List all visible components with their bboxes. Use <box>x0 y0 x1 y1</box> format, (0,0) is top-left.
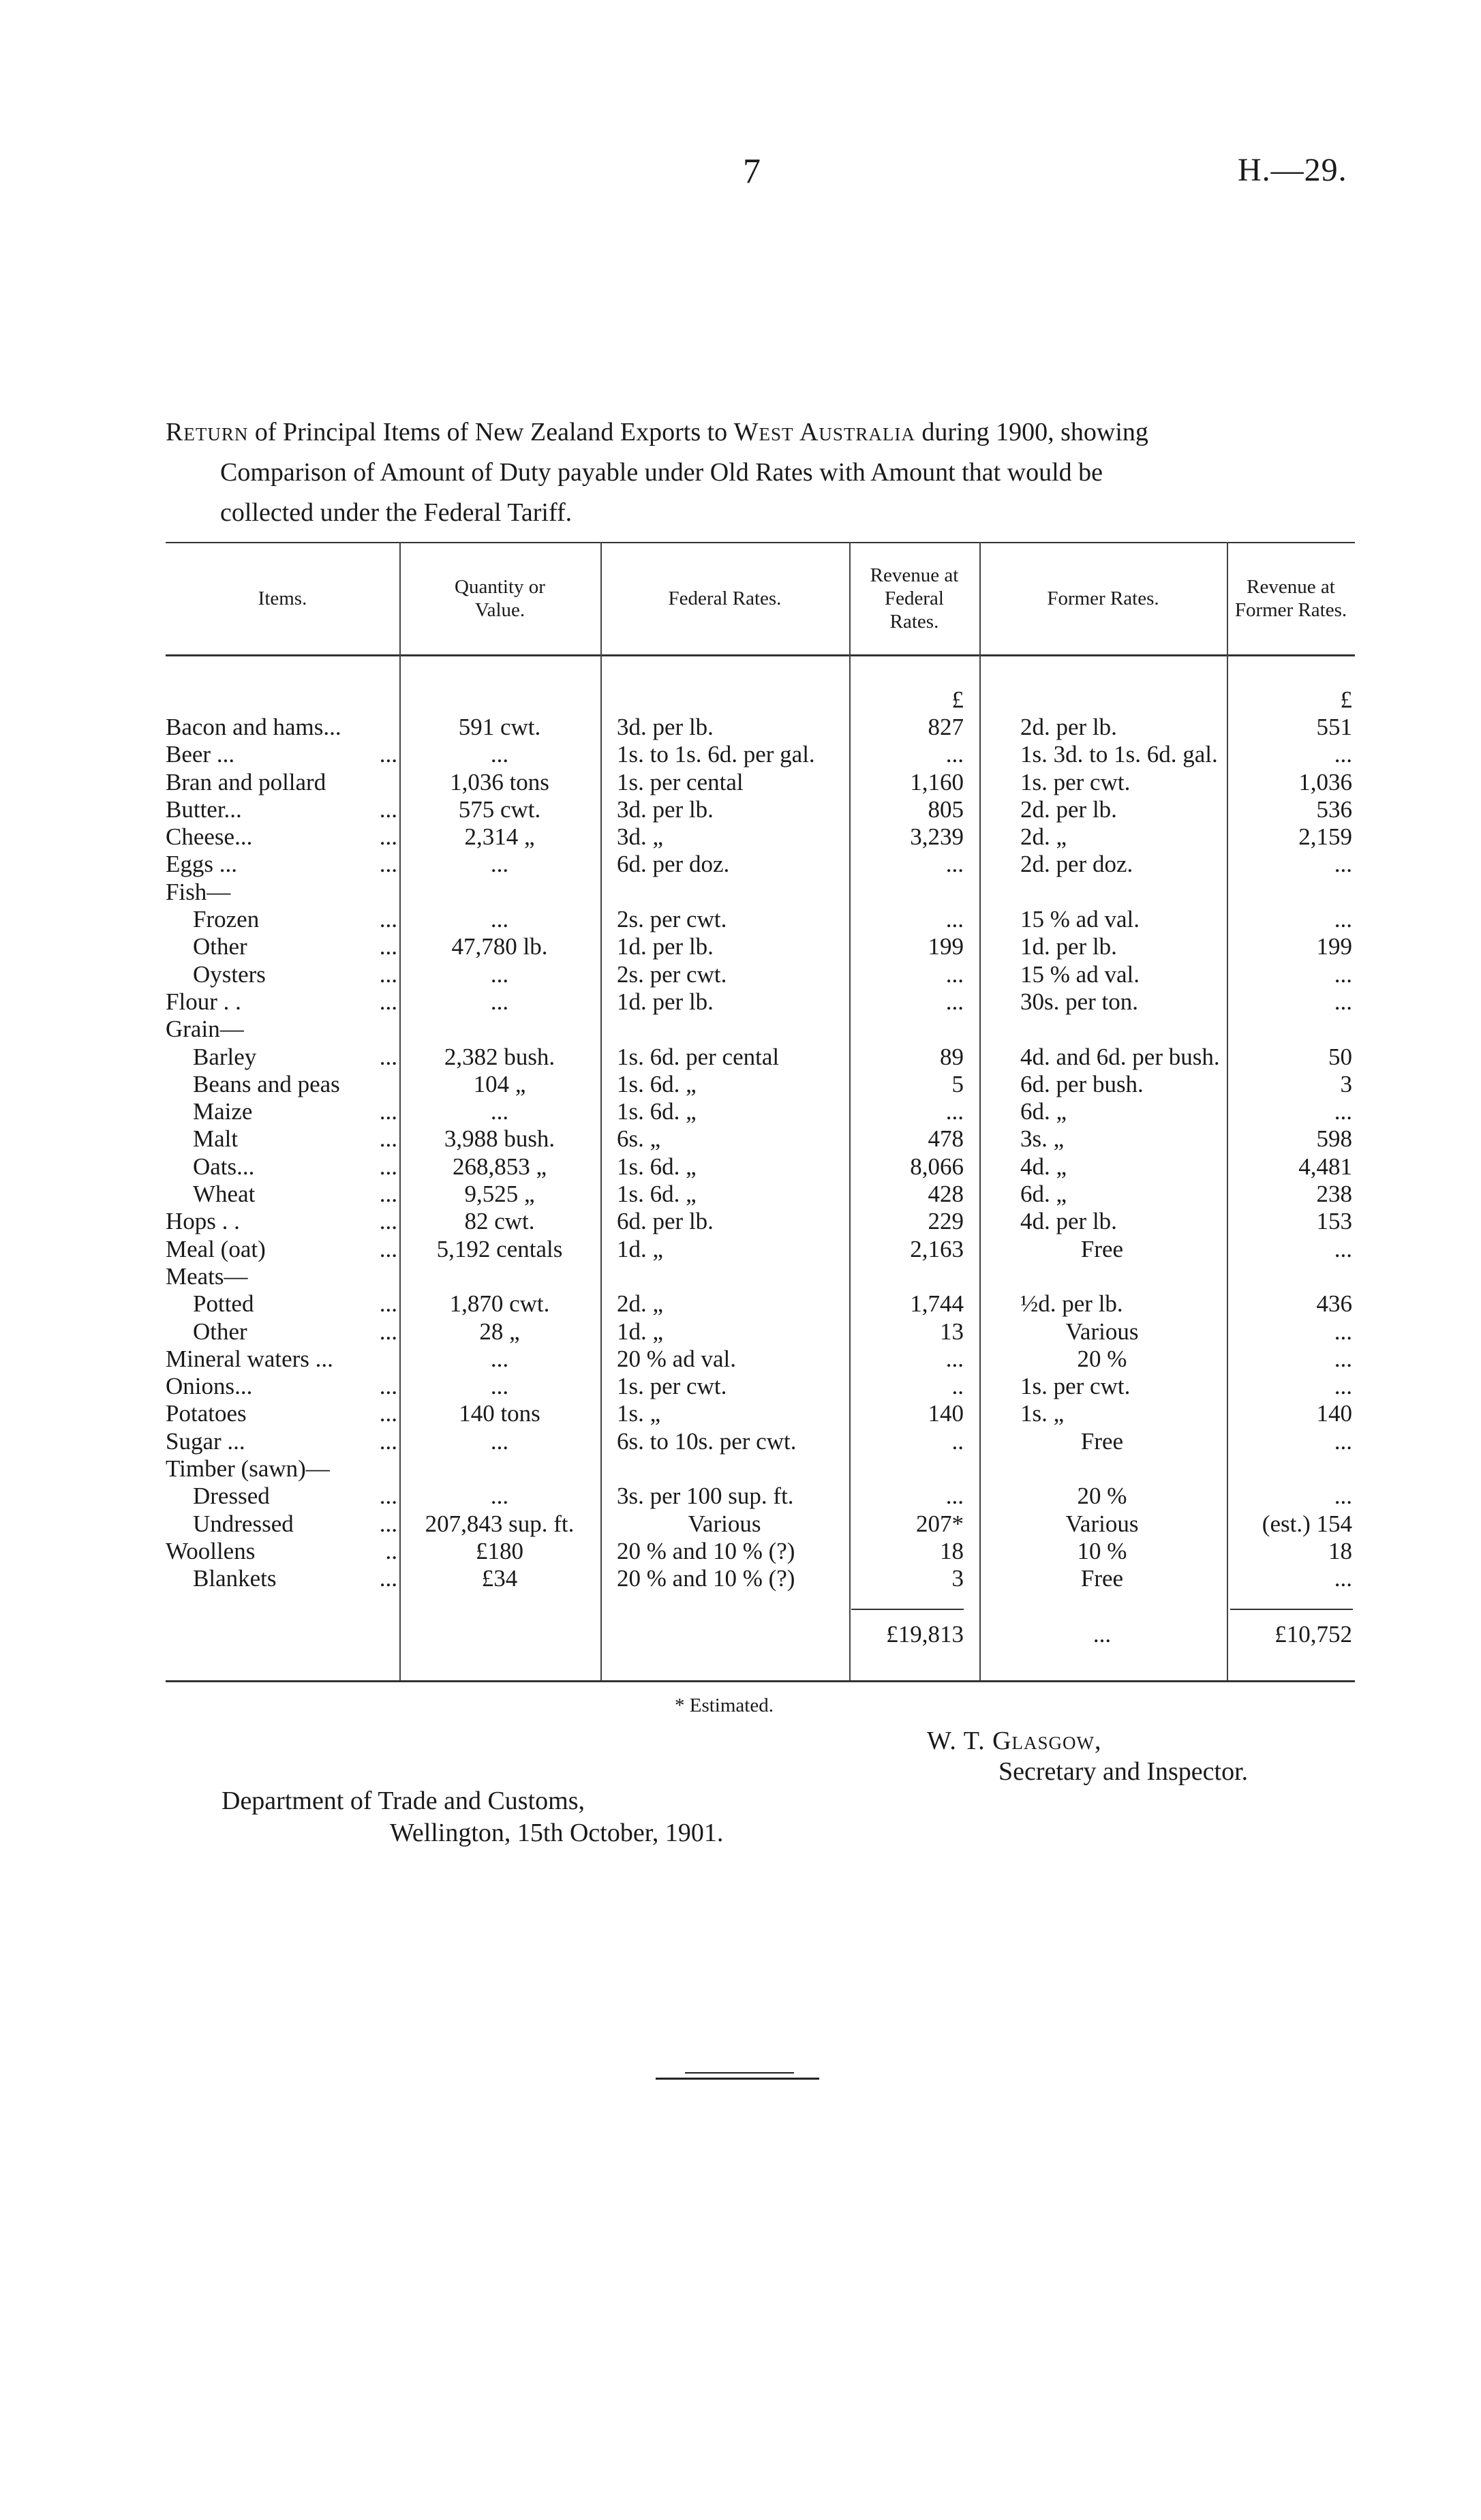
row-revenue-former: ... <box>1334 1345 1352 1372</box>
row-former-rate: 2d. per lb. <box>1020 795 1117 823</box>
table-row <box>166 1400 1355 1427</box>
table-row <box>166 906 1355 933</box>
row-revenue-federal: 2,163 <box>910 1235 964 1262</box>
row-item: Flour . . <box>166 988 241 1015</box>
row-quantity: ... <box>490 1345 509 1372</box>
row-revenue-former: (est.) 154 <box>1262 1510 1352 1537</box>
row-revenue-former: 4,481 <box>1298 1153 1352 1180</box>
row-quantity: ... <box>490 1373 509 1400</box>
row-quantity: 9,525 „ <box>464 1181 535 1208</box>
row-revenue-federal: ... <box>945 851 964 878</box>
row-revenue-federal: 13 <box>940 1318 964 1345</box>
header-rule <box>166 654 1355 656</box>
row-leader: ... <box>379 988 397 1015</box>
row-quantity: ... <box>490 1427 509 1455</box>
row-item: Sugar ... <box>166 1427 245 1455</box>
row-leader: ... <box>379 1400 397 1427</box>
row-former-rate: 4d. „ <box>1020 1153 1067 1180</box>
row-federal-rate: 1d. „ <box>617 1235 664 1262</box>
row-quantity: ... <box>490 1098 509 1125</box>
row-federal-rate: 1d. per lb. <box>617 988 714 1015</box>
row-leader: ... <box>379 795 397 823</box>
row-former-rate: 4d. per lb. <box>1020 1208 1117 1235</box>
row-item: Undressed <box>193 1510 294 1537</box>
row-federal-rate: 1s. per cental <box>617 768 744 795</box>
currency-symbol-former: £ <box>1340 686 1352 713</box>
row-former-rate: 2d. per doz. <box>1020 851 1133 878</box>
row-former-rate: 30s. per ton. <box>1020 988 1139 1015</box>
row-item: Potted <box>193 1290 254 1318</box>
end-rule <box>656 2078 819 2080</box>
row-revenue-former: ... <box>1334 1098 1352 1125</box>
row-leader: ... <box>379 1235 397 1262</box>
row-revenue-former: 3 <box>1340 1070 1352 1097</box>
row-revenue-former: ... <box>1334 1427 1352 1455</box>
total-rule-federal <box>851 1609 964 1610</box>
row-federal-rate: 3d. per lb. <box>617 795 714 823</box>
row-leader: ... <box>379 1098 397 1125</box>
row-former-rate: 3s. „ <box>1020 1125 1065 1153</box>
row-quantity: ... <box>490 960 509 988</box>
total-revenue-federal: £19,813 <box>886 1621 964 1648</box>
row-former-rate: 1s. „ <box>1020 1400 1065 1427</box>
table-row <box>166 1455 1355 1483</box>
exports-table <box>166 542 1355 1684</box>
totals-row <box>166 1615 1355 1650</box>
row-quantity: ... <box>490 906 509 933</box>
row-quantity: 104 „ <box>473 1070 526 1097</box>
header-quantity: Quantity or Value. <box>455 575 545 621</box>
row-revenue-federal: 428 <box>928 1181 964 1208</box>
row-revenue-federal: 1,744 <box>910 1290 964 1318</box>
row-revenue-federal: 478 <box>928 1125 964 1153</box>
row-federal-rate: Various <box>688 1510 761 1537</box>
department-location-date: Wellington, 15th October, 1901. <box>390 1819 724 1847</box>
row-federal-rate: 20 % ad val. <box>617 1345 736 1372</box>
row-quantity: 47,780 lb. <box>451 933 548 960</box>
table-row <box>166 1318 1355 1346</box>
row-leader: ... <box>379 741 397 768</box>
row-quantity: ... <box>490 1483 509 1510</box>
table-row <box>166 714 1355 741</box>
row-leader: ... <box>379 1290 397 1318</box>
table-bottom-rule <box>166 1680 1355 1682</box>
row-item: Eggs ... <box>166 851 237 878</box>
row-item: Dressed <box>193 1483 270 1510</box>
row-federal-rate: 6d. per lb. <box>617 1208 714 1235</box>
row-item: Butter... <box>166 795 242 823</box>
row-revenue-former: 153 <box>1316 1208 1352 1235</box>
row-leader: ... <box>379 1181 397 1208</box>
header-revenue-federal: Revenue at Federal Rates. <box>870 564 959 633</box>
row-federal-rate: 1s. 6d. per cental <box>617 1043 780 1070</box>
row-item: Grain— <box>166 1016 244 1043</box>
table-row <box>166 1153 1355 1181</box>
row-revenue-former: 536 <box>1316 795 1352 823</box>
row-federal-rate: 20 % and 10 % (?) <box>617 1537 795 1564</box>
signatory-name: W. T. Glasgow, <box>927 1727 1102 1755</box>
row-item: Frozen <box>193 906 260 933</box>
page-number: 7 <box>743 152 761 191</box>
row-revenue-federal: 18 <box>940 1537 964 1564</box>
row-revenue-former: ... <box>1334 906 1352 933</box>
row-leader: ... <box>379 1510 397 1537</box>
row-item: Blankets <box>193 1565 277 1592</box>
row-quantity: 591 cwt. <box>458 714 541 740</box>
row-quantity: ... <box>490 988 509 1015</box>
table-row <box>166 1511 1355 1538</box>
row-federal-rate: 3s. per 100 sup. ft. <box>617 1483 794 1510</box>
total-rule-former <box>1230 1609 1353 1610</box>
row-item: Meal (oat) <box>166 1235 266 1262</box>
title-lead: Return <box>166 418 249 446</box>
header-former-rates: Former Rates. <box>1047 587 1159 609</box>
row-quantity: 1,870 cwt. <box>449 1290 550 1318</box>
row-item: Fish— <box>166 878 231 905</box>
row-item: Potatoes <box>166 1400 247 1427</box>
row-item: Woollens <box>166 1537 256 1564</box>
table-row <box>166 1016 1355 1043</box>
row-revenue-federal: 5 <box>951 1070 964 1097</box>
row-revenue-federal: 229 <box>928 1208 964 1235</box>
row-former-rate: 1s. 3d. to 1s. 6d. gal. <box>1020 741 1218 768</box>
table-row <box>166 933 1355 960</box>
row-leader: ... <box>379 906 397 933</box>
header-federal-rates: Federal Rates. <box>668 587 782 609</box>
table-row <box>166 741 1355 768</box>
row-federal-rate: 2d. „ <box>617 1290 664 1318</box>
row-federal-rate: 1s. 6d. „ <box>617 1181 697 1208</box>
row-quantity: 268,853 „ <box>452 1153 547 1180</box>
row-revenue-federal: 3 <box>951 1565 964 1592</box>
row-revenue-federal: ... <box>945 1483 964 1510</box>
row-revenue-federal: 1,160 <box>910 768 964 795</box>
table-row <box>166 1428 1355 1455</box>
table-row <box>166 1565 1355 1592</box>
row-former-rate: 1d. per lb. <box>1020 933 1117 960</box>
row-item: Wheat <box>193 1181 256 1208</box>
row-revenue-former: 238 <box>1316 1181 1352 1208</box>
row-quantity: 140 tons <box>459 1400 540 1427</box>
row-federal-rate: 6s. to 10s. per cwt. <box>617 1427 797 1455</box>
row-federal-rate: 3d. per lb. <box>617 714 714 740</box>
row-item: Timber (sawn)— <box>166 1455 330 1483</box>
table-row <box>166 1346 1355 1373</box>
row-revenue-former: 199 <box>1316 933 1352 960</box>
row-quantity: £180 <box>476 1537 523 1564</box>
row-item: Hops . . <box>166 1208 240 1235</box>
row-quantity: 82 cwt. <box>464 1208 535 1235</box>
row-item: Maize <box>193 1098 253 1125</box>
row-revenue-former: ... <box>1334 851 1352 878</box>
row-leader: ... <box>379 960 397 988</box>
table-row <box>166 1290 1355 1318</box>
row-revenue-former: ... <box>1334 1565 1352 1592</box>
row-leader: ... <box>379 1483 397 1510</box>
row-item: Bran and pollard <box>166 768 326 795</box>
row-quantity: 5,192 centals <box>436 1235 563 1262</box>
row-federal-rate: 1d. „ <box>617 1318 664 1345</box>
row-revenue-former: 436 <box>1316 1290 1352 1318</box>
row-revenue-federal: 207* <box>916 1510 964 1537</box>
row-former-rate: 6d. „ <box>1020 1181 1067 1208</box>
row-former-rate: 20 % <box>1077 1483 1127 1510</box>
row-quantity: 1,036 tons <box>450 768 549 795</box>
row-revenue-federal: 89 <box>940 1043 964 1070</box>
row-former-rate: 6d. „ <box>1020 1098 1067 1125</box>
table-row <box>166 1373 1355 1400</box>
row-leader: ... <box>379 1427 397 1455</box>
table-row <box>166 851 1355 878</box>
table-row <box>166 1538 1355 1565</box>
row-former-rate: 2d. per lb. <box>1020 714 1117 740</box>
footnote: * Estimated. <box>675 1695 774 1716</box>
row-former-rate: 4d. and 6d. per bush. <box>1020 1043 1220 1070</box>
row-revenue-federal: ... <box>945 906 964 933</box>
row-former-rate: Free <box>1080 1565 1124 1592</box>
row-revenue-federal: ... <box>945 988 964 1015</box>
row-leader: ... <box>379 1125 397 1153</box>
table-row <box>166 1236 1355 1263</box>
row-federal-rate: 20 % and 10 % (?) <box>617 1565 795 1592</box>
row-federal-rate: 2s. per cwt. <box>617 906 727 933</box>
row-federal-rate: 2s. per cwt. <box>617 960 727 988</box>
table-row <box>166 1044 1355 1071</box>
row-revenue-federal: 805 <box>928 795 964 823</box>
table-row <box>166 1263 1355 1290</box>
row-revenue-former: ... <box>1334 1318 1352 1345</box>
row-former-rate: Various <box>1065 1510 1139 1537</box>
row-federal-rate: 3d. „ <box>617 823 664 851</box>
row-federal-rate: 1s. 6d. „ <box>617 1153 697 1180</box>
title-line-3: collected under the Federal Tariff. <box>220 498 572 527</box>
currency-symbol-federal: £ <box>951 686 964 713</box>
table-row <box>166 879 1355 906</box>
header-items: Items. <box>258 587 307 609</box>
row-former-rate: 6d. per bush. <box>1020 1070 1144 1097</box>
row-item: Other <box>193 1318 247 1345</box>
title-line-2: Comparison of Amount of Duty payable under Old Rates with Amount that would be <box>220 458 1103 487</box>
row-item: Malt <box>193 1125 239 1153</box>
row-leader: ... <box>379 1373 397 1400</box>
row-former-rate: 15 % ad val. <box>1020 906 1140 933</box>
row-revenue-former: ... <box>1334 1235 1352 1262</box>
row-leader: ... <box>379 1153 397 1180</box>
row-former-rate: 2d. „ <box>1020 823 1067 851</box>
row-item: Beer ... <box>166 741 235 768</box>
row-federal-rate: 6s. „ <box>617 1125 661 1153</box>
row-leader: ... <box>379 823 397 851</box>
row-quantity: £34 <box>481 1565 518 1592</box>
row-revenue-federal: ... <box>945 741 964 768</box>
row-revenue-federal: 140 <box>928 1400 964 1427</box>
row-quantity: 3,988 bush. <box>444 1125 555 1153</box>
row-quantity: 2,382 bush. <box>444 1043 555 1070</box>
row-leader: ... <box>379 1043 397 1070</box>
row-leader: ... <box>379 1565 397 1592</box>
row-item: Barley <box>193 1043 257 1070</box>
row-quantity: ... <box>490 851 509 878</box>
row-federal-rate: 1s. to 1s. 6d. per gal. <box>617 741 815 768</box>
row-quantity: 575 cwt. <box>458 795 541 823</box>
row-revenue-federal: 827 <box>928 714 964 740</box>
row-former-rate: 20 % <box>1077 1345 1127 1372</box>
row-leader: ... <box>379 1208 397 1235</box>
total-former: ... <box>1093 1621 1112 1648</box>
row-revenue-federal: ... <box>945 1098 964 1125</box>
row-former-rate: Free <box>1080 1427 1124 1455</box>
row-revenue-former: 551 <box>1316 714 1352 740</box>
row-former-rate: 15 % ad val. <box>1020 960 1140 988</box>
row-quantity: 28 „ <box>479 1318 520 1345</box>
row-quantity: 2,314 „ <box>464 823 535 851</box>
table-row <box>166 1181 1355 1208</box>
row-former-rate: ½d. per lb. <box>1020 1290 1123 1318</box>
row-revenue-former: ... <box>1334 1373 1352 1400</box>
row-revenue-former: ... <box>1334 988 1352 1015</box>
row-item: Mineral waters ... <box>166 1345 333 1372</box>
row-former-rate: 1s. per cwt. <box>1020 1373 1131 1400</box>
title-destination: West Australia <box>733 418 915 446</box>
row-leader: ... <box>379 933 397 960</box>
row-federal-rate: 6d. per doz. <box>617 851 730 878</box>
row-federal-rate: 1d. per lb. <box>617 933 714 960</box>
row-item: Bacon and hams... <box>166 714 341 740</box>
row-former-rate: 1s. per cwt. <box>1020 768 1131 795</box>
department-name: Department of Trade and Customs, <box>222 1787 585 1815</box>
row-item: Other <box>193 933 247 960</box>
row-item: Cheese... <box>166 823 253 851</box>
row-federal-rate: 1s. 6d. „ <box>617 1098 697 1125</box>
row-leader: ... <box>379 1318 397 1345</box>
row-quantity: ... <box>490 741 509 768</box>
table-row <box>166 769 1355 796</box>
table-row <box>166 1125 1355 1153</box>
row-item: Onions... <box>166 1373 253 1400</box>
table-body <box>166 714 1355 1593</box>
row-revenue-federal: 8,066 <box>910 1153 964 1180</box>
title-text-2: during 1900, showing <box>915 418 1148 446</box>
table-row <box>166 961 1355 988</box>
header-revenue-former: Revenue at Former Rates. <box>1234 575 1347 621</box>
row-former-rate: Various <box>1065 1318 1139 1345</box>
document-reference: H.—29. <box>1238 152 1347 188</box>
row-revenue-former: 2,159 <box>1298 823 1352 851</box>
row-revenue-former: ... <box>1334 1483 1352 1510</box>
row-revenue-federal: ... <box>945 960 964 988</box>
total-revenue-former: £10,752 <box>1274 1621 1352 1648</box>
row-federal-rate: 1s. „ <box>617 1400 661 1427</box>
signatory-role: Secretary and Inspector. <box>998 1757 1249 1786</box>
row-revenue-former: 1,036 <box>1298 768 1352 795</box>
table-row <box>166 823 1355 851</box>
title-text-1: of Principal Items of New Zealand Exports to <box>248 418 734 446</box>
table-title <box>166 412 1355 533</box>
row-item: Beans and peas <box>193 1070 340 1097</box>
row-revenue-former: 140 <box>1316 1400 1352 1427</box>
row-revenue-federal: 3,239 <box>910 823 964 851</box>
row-revenue-former: 50 <box>1328 1043 1352 1070</box>
table-row <box>166 1483 1355 1510</box>
row-former-rate: Free <box>1080 1235 1124 1262</box>
row-leader: .. <box>385 1537 397 1564</box>
row-item: Oats... <box>193 1153 255 1180</box>
row-former-rate: 10 % <box>1077 1537 1127 1564</box>
row-item: Meats— <box>166 1262 248 1290</box>
row-revenue-former: ... <box>1334 960 1352 988</box>
row-revenue-federal: 199 <box>928 933 964 960</box>
row-quantity: 207,843 sup. ft. <box>425 1510 575 1537</box>
table-row <box>166 1208 1355 1235</box>
row-revenue-federal: .. <box>951 1427 964 1455</box>
row-federal-rate: 1s. per cwt. <box>617 1373 727 1400</box>
table-row <box>166 796 1355 823</box>
row-leader: ... <box>379 851 397 878</box>
table-row <box>166 1098 1355 1125</box>
table-row <box>166 1071 1355 1098</box>
row-revenue-former: 598 <box>1316 1125 1352 1153</box>
row-revenue-former: ... <box>1334 741 1352 768</box>
row-item: Oysters <box>193 960 266 988</box>
end-rule <box>685 2072 794 2074</box>
row-federal-rate: 1s. 6d. „ <box>617 1070 697 1097</box>
row-revenue-federal: ... <box>945 1345 964 1372</box>
row-revenue-federal: .. <box>951 1373 964 1400</box>
table-row <box>166 988 1355 1016</box>
row-revenue-former: 18 <box>1328 1537 1352 1564</box>
